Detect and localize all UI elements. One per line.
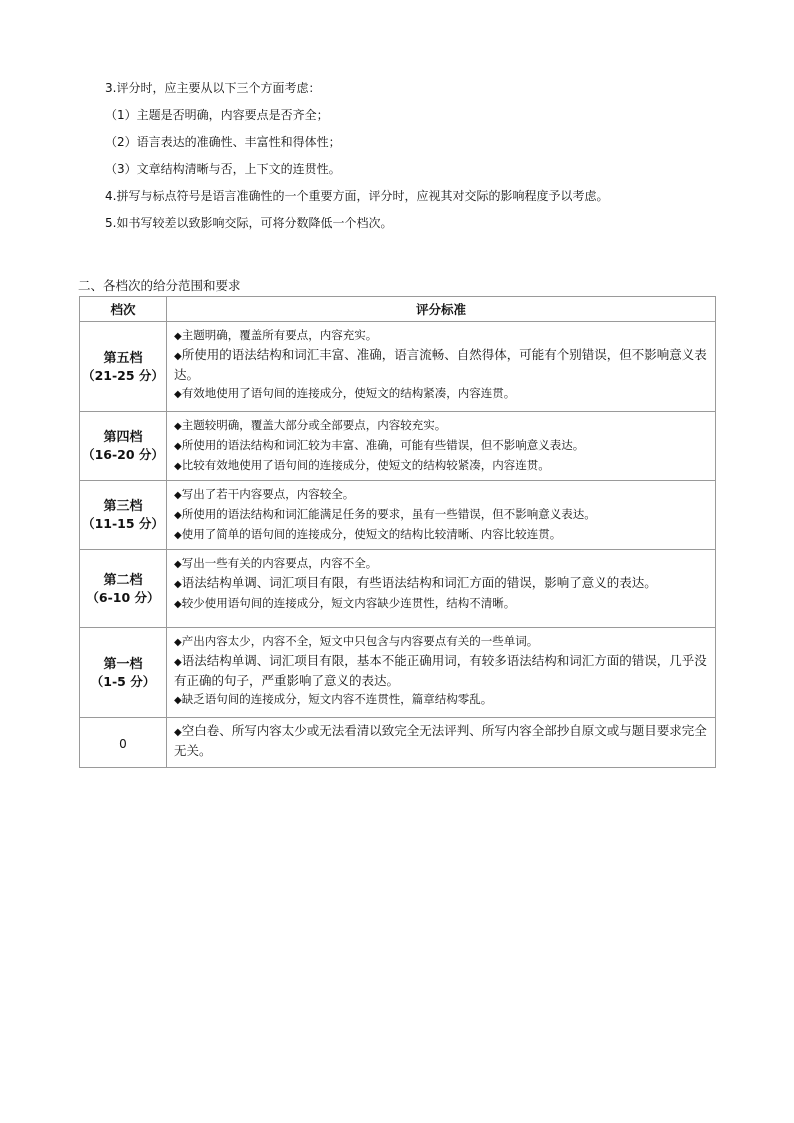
table-row bbox=[80, 322, 716, 412]
criterion-item: ◆写出了若干内容要点，内容较全。 bbox=[174, 487, 355, 501]
criterion-item: ◆空白卷、所写内容太少或无法看清以致完全无法评判、所写内容全部抄自原文或与题目要求完全无关。 bbox=[174, 723, 707, 758]
criterion-item: ◆较少使用语句间的连接成分，短文内容缺少连贯性，结构不清晰。 bbox=[174, 596, 516, 610]
diamond-bullet-icon: ◆ bbox=[174, 490, 182, 501]
level-name: 第四档 bbox=[103, 430, 143, 445]
table-row bbox=[80, 628, 716, 718]
criterion-item: ◆主题较明确，覆盖大部分或全部要点，内容较充实。 bbox=[174, 418, 447, 432]
level-name: 第三档 bbox=[103, 499, 143, 514]
table-row bbox=[80, 718, 716, 768]
diamond-bullet-icon: ◆ bbox=[174, 695, 182, 706]
criteria-cell bbox=[167, 628, 716, 718]
criteria-cell bbox=[167, 550, 716, 628]
scoring-criterion-3: （3）文章结构清晰与否，上下文的连贯性。 bbox=[105, 162, 341, 176]
level-name: 第五档 bbox=[103, 350, 143, 366]
scoring-note-4: 4.拼写与标点符号是语言准确性的一个重要方面，评分时，应视其对交际的影响程度予以考虑。 bbox=[105, 189, 609, 203]
level-cell bbox=[80, 550, 167, 628]
diamond-bullet-icon: ◆ bbox=[174, 351, 182, 362]
level-range: （6-10 分） bbox=[86, 589, 160, 605]
criterion-item: ◆使用了简单的语句间的连接成分，使短文的结构比较清晰、内容比较连贯。 bbox=[174, 527, 562, 541]
criterion-item: ◆所使用的语法结构和词汇丰富、准确，语言流畅、自然得体，可能有个别错误，但不影响意义表达。 bbox=[174, 347, 707, 382]
diamond-bullet-icon: ◆ bbox=[174, 599, 182, 610]
criteria-cell bbox=[167, 718, 716, 768]
level-name: 0 bbox=[119, 737, 127, 751]
diamond-bullet-icon: ◆ bbox=[174, 421, 182, 432]
criterion-item: ◆所使用的语法结构和词汇较为丰富、准确，可能有些错误，但不影响意义表达。 bbox=[174, 438, 585, 452]
section-title: 二、各档次的给分范围和要求 bbox=[78, 278, 241, 293]
table-header-row bbox=[80, 297, 716, 322]
level-cell bbox=[80, 481, 167, 550]
diamond-bullet-icon: ◆ bbox=[174, 331, 182, 342]
table-row bbox=[80, 412, 716, 481]
level-cell bbox=[80, 412, 167, 481]
header-criteria: 评分标准 bbox=[167, 297, 716, 322]
level-cell bbox=[80, 322, 167, 412]
criteria-cell bbox=[167, 412, 716, 481]
table-row bbox=[80, 481, 716, 550]
diamond-bullet-icon: ◆ bbox=[174, 510, 182, 521]
level-cell bbox=[80, 718, 167, 768]
level-range: （16-20 分） bbox=[82, 447, 164, 462]
diamond-bullet-icon: ◆ bbox=[174, 461, 182, 472]
table-row bbox=[80, 550, 716, 628]
scoring-note-3: 3.评分时，应主要从以下三个方面考虑： bbox=[105, 81, 321, 95]
criterion-item: ◆产出内容太少，内容不全，短文中只包含与内容要点有关的一些单词。 bbox=[174, 634, 539, 648]
criterion-item: ◆语法结构单调、词汇项目有限，基本不能正确用词，有较多语法结构和词汇方面的错误，几乎没有正确的句子，严重影响了意义的表达。 bbox=[174, 653, 707, 688]
criteria-cell bbox=[167, 322, 716, 412]
criterion-item: ◆缺乏语句间的连接成分，短文内容不连贯性，篇章结构零乱。 bbox=[174, 692, 493, 706]
diamond-bullet-icon: ◆ bbox=[174, 657, 182, 668]
level-range: （1-5 分） bbox=[90, 673, 156, 689]
criterion-item: ◆写出一些有关的内容要点，内容不全。 bbox=[174, 556, 378, 570]
criterion-item: ◆主题明确，覆盖所有要点，内容充实。 bbox=[174, 328, 378, 342]
criterion-item: ◆有效地使用了语句间的连接成分，使短文的结构紧凑，内容连贯。 bbox=[174, 386, 516, 400]
diamond-bullet-icon: ◆ bbox=[174, 637, 182, 648]
criterion-item: ◆比较有效地使用了语句间的连接成分，使短文的结构较紧凑，内容连贯。 bbox=[174, 458, 550, 472]
scoring-criterion-2: （2）语言表达的准确性、丰富性和得体性； bbox=[105, 135, 341, 149]
grading-table bbox=[79, 296, 716, 768]
header-level: 档次 bbox=[80, 297, 167, 322]
diamond-bullet-icon: ◆ bbox=[174, 559, 182, 570]
level-name: 第一档 bbox=[103, 656, 143, 672]
scoring-note-5: 5.如书写较差以致影响交际，可将分数降低一个档次。 bbox=[105, 216, 393, 230]
diamond-bullet-icon: ◆ bbox=[174, 727, 182, 738]
diamond-bullet-icon: ◆ bbox=[174, 530, 182, 541]
criteria-cell bbox=[167, 481, 716, 550]
diamond-bullet-icon: ◆ bbox=[174, 441, 182, 452]
level-range: （21-25 分） bbox=[82, 367, 164, 383]
scoring-criterion-1: （1）主题是否明确，内容要点是否齐全； bbox=[105, 108, 329, 122]
criterion-item: ◆所使用的语法结构和词汇能满足任务的要求，虽有一些错误，但不影响意义表达。 bbox=[174, 507, 596, 521]
level-name: 第二档 bbox=[103, 572, 143, 588]
level-cell bbox=[80, 628, 167, 718]
diamond-bullet-icon: ◆ bbox=[174, 579, 182, 590]
criterion-item: ◆语法结构单调、词汇项目有限，有些语法结构和词汇方面的错误，影响了意义的表达。 bbox=[174, 575, 657, 590]
level-range: （11-15 分） bbox=[82, 516, 164, 531]
diamond-bullet-icon: ◆ bbox=[174, 389, 182, 400]
